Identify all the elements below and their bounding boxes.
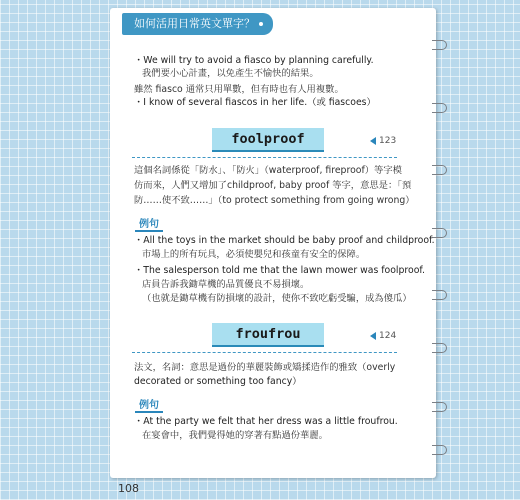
foolproof-desc-line-3: 防……使不致……」（to protect something from going wrong） [134,195,415,206]
section-tab [122,13,273,35]
section-tab-title: 如何活用日常英文單字？ [134,17,255,30]
foolproof-example-2-en: ・The salesperson told me that the lawn mower was foolproof. [134,265,425,276]
speaker-icon [370,137,376,145]
fiasco-note: 雖然 fiasco 通常只用單數，但有時也有人用複數。 [134,84,344,95]
froufrou-desc-line-1: 法文，名詞：意思是過份的華麗裝飾或矯揉造作的雅致（overly [134,362,396,373]
froufrou-example-1-zh: 在宴會中，我們覺得她的穿著有點過份華麗。 [142,430,328,441]
divider [132,352,397,353]
froufrou-desc-line-2: decorated or something too fancy） [134,376,302,387]
foolproof-desc-line-2: 仿而來，人們又增加了childproof, baby proof 等字，意思是：「預 [134,180,412,191]
ring-icon [432,165,447,175]
fiasco-example-1-zh: 我們要小心計畫，以免產生不愉快的結果。 [142,68,319,79]
ring-icon [432,343,447,353]
audio-track-124[interactable] [370,331,396,341]
fiasco-example-1-en: ・We will try to avoid a fiasco by planning carefully. [134,55,374,66]
page-number: 108 [118,482,139,495]
speaker-icon [370,332,376,340]
ring-icon [432,290,447,300]
audio-track-123[interactable] [370,136,396,146]
divider [132,157,397,158]
tab-dot-icon [259,22,263,26]
foolproof-example-2-zh-1: 店員告訴我鋤草機的品質優良不易損壞。 [142,279,310,290]
example-label: 例句 [135,396,163,413]
fiasco-example-2-en: ・I know of several fiascos in her life.（或 fiascoes） [134,97,376,108]
froufrou-example-1-en: ・At the party we felt that her dress was a little froufrou. [134,416,398,427]
foolproof-example-1-en: ・All the toys in the market should be baby proof and childproof. [134,235,435,246]
foolproof-desc-line-1: 這個名詞係從「防水」、「防火」（waterproof, fireproof）等字模 [134,165,402,176]
ring-icon [432,402,447,412]
foolproof-example-1-zh: 市場上的所有玩具，必須使嬰兒和孩童有安全的保障。 [142,249,366,260]
headword-foolproof: foolproof [212,128,324,152]
ring-icon [432,40,447,50]
foolproof-example-2-zh-2: （也就是鋤草機有防損壞的設計，使你不致吃虧受騙，成為傻瓜） [142,293,412,304]
ring-icon [432,103,447,113]
headword-froufrou: froufrou [212,323,324,347]
audio-track-number: 124 [379,331,397,341]
ring-icon [432,445,447,455]
example-label: 例句 [135,215,163,232]
audio-track-number: 123 [379,136,397,146]
